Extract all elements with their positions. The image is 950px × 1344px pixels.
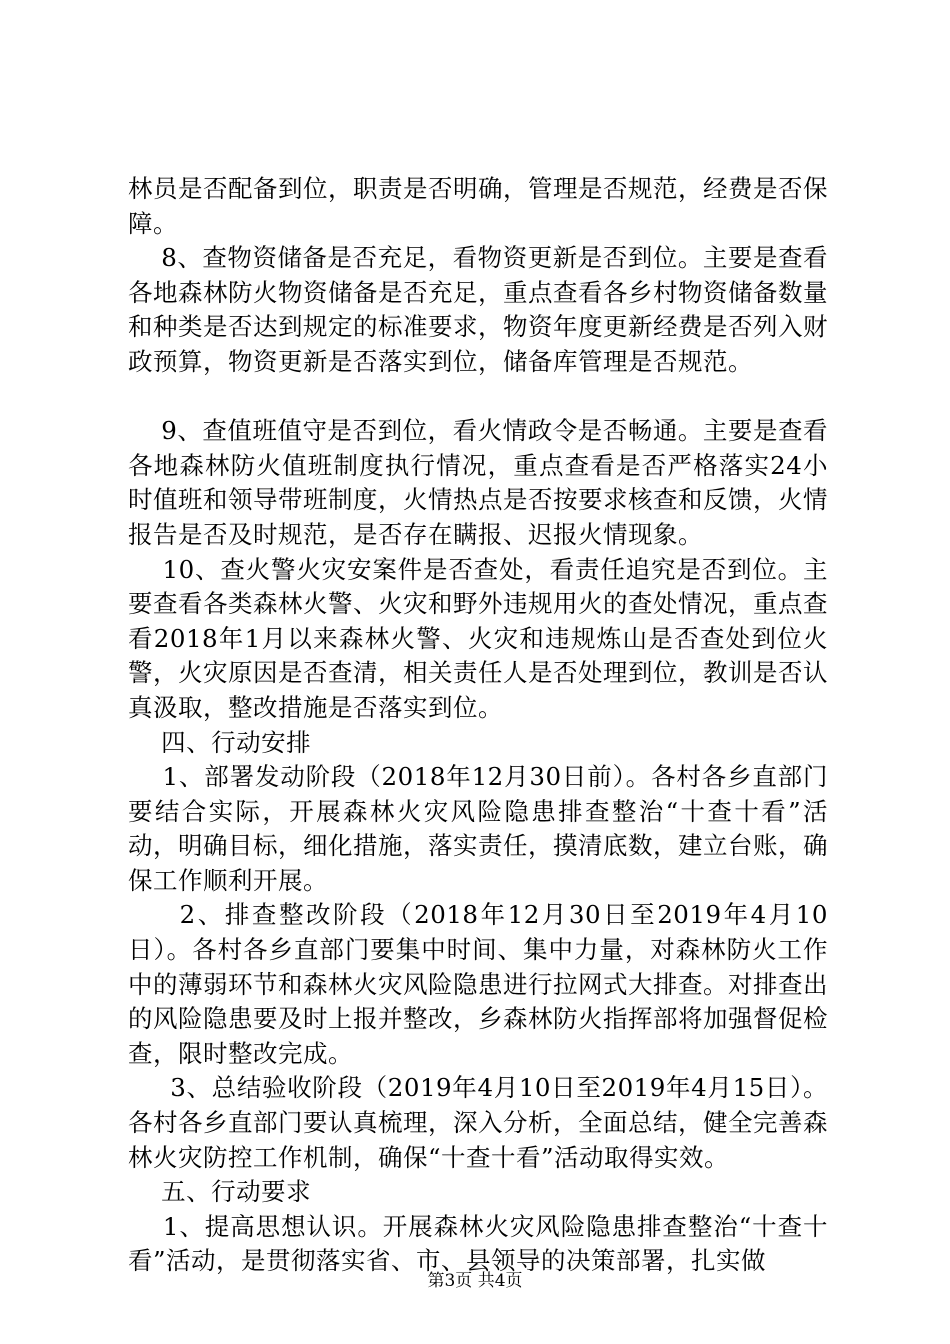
paragraph-item-10: 10、查火警火灾安案件是否查处，看责任追究是否到位。主要查看各类森林火警、火灾和野外违规用火的查处情况，重点查看2018年1月以来森林火警、火灾和违规炼山是否查处到位火警，火灾原因是否查清，相关责任人是否处理到位，教训是否认真汲取，整改措施是否落实到位。 [128,554,828,722]
section-heading-action-requirements: 五、行动要求 [128,1177,312,1207]
paragraph-phase-2: 2、排查整改阶段（2018年12月30日至2019年4月10日）。各村各乡直部门要集中时间、集中力量，对森林防火工作中的薄弱环节和森林火灾风险隐患进行拉网式大排查。对排查出的风险隐患要及时上报并整改，乡森林防火指挥部将加强督促检查，限时整改完成。 [128,900,828,1068]
page-number-footer: 第3页 共4页 [427,1271,523,1291]
paragraph-item-9: 9、查值班值守是否到位，看火情政令是否畅通。主要是查看各地森林防火值班制度执行情况，重点查看是否严格落实24小时值班和领导带班制度，火情热点是否按要求核查和反馈，火情报告是否及时规范，是否存在瞒报、迟报火情现象。 [128,416,829,549]
paragraph-item-8: 8、查物资储备是否充足，看物资更新是否到位。主要是查看各地森林防火物资储备是否充足，重点查看各乡村物资储备数量和种类是否达到规定的标准要求，物资年度更新经费是否列入财政预算，物资更新是否落实到位，储备库管理是否规范。 [128,243,829,376]
paragraph-phase-1: 1、部署发动阶段（2018年12月30日前）。各村各乡直部门要结合实际，开展森林火灾风险隐患排查整治“十查十看”活动，明确目标，细化措施，落实责任，摸清底数，建立台账，确保工作顺利开展。 [128,762,828,895]
section-heading-action-arrangement: 四、行动安排 [128,727,312,757]
body-text [128,172,828,1279]
paragraph-staff-continuation: 林员是否配备到位，职责是否明确，管理是否规范，经费是否保障。 [128,174,828,238]
paragraph-phase-3: 3、总结验收阶段（2019年4月10日至2019年4月15日）。各村各乡直部门要认真梳理，深入分析，全面总结，健全完善森林火灾防控工作机制，确保“十查十看”活动取得实效。 [128,1073,828,1172]
paragraph-requirement-1: 1、提高思想认识。开展森林火灾风险隐患排查整治“十查十看”活动，是贯彻落实省、市、县领导的决策部署，扎实做 [128,1211,828,1276]
